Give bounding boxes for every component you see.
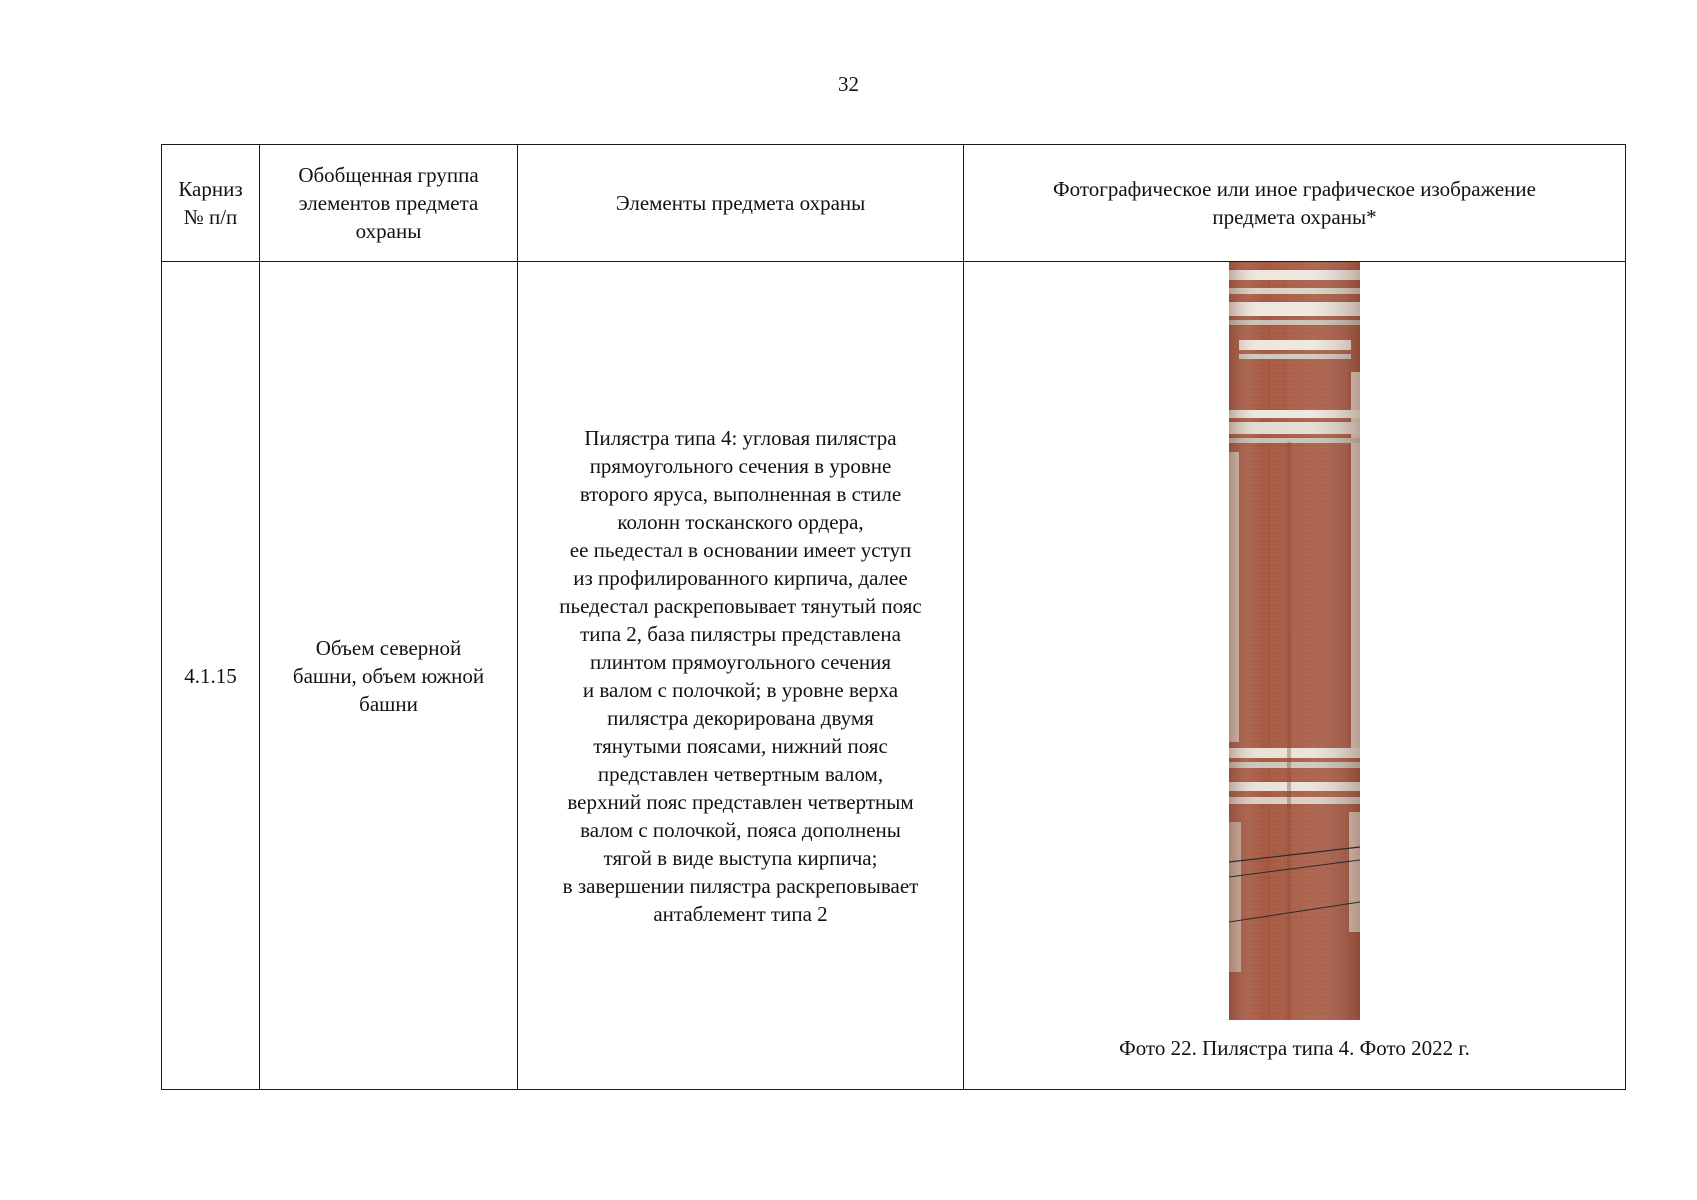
page-number: 32 [838, 72, 859, 96]
header-group: Обобщенная группа элементов предмета охраны [260, 145, 518, 262]
header-photo: Фотографическое или иное графическое изображение предмета охраны* [964, 145, 1626, 262]
pilaster-photo-drawing [1229, 262, 1360, 1020]
header-number: Карниз № п/п [162, 145, 260, 262]
table-header-row [162, 145, 1626, 262]
row-photo-cell [964, 262, 1626, 1090]
brick-pilaster-photo [1229, 262, 1360, 1020]
heritage-table [161, 144, 1626, 1090]
header-elements: Элементы предмета охраны [518, 145, 964, 262]
row-number: 4.1.15 [162, 262, 260, 1090]
row-elements: Пилястра типа 4: угловая пилястра прямоугольного сечения в уровне второго яруса, выполненная в стиле колонн тосканского ордера, ее пьедестал в основании имеет уступ из профилированного кирпича, далее пьедестал раскреповывает тянутый пояс типа 2, база пилястры представлена плинтом прямоугольного сечения и валом с полочкой; в уровне верха пилястра декорирована двумя тянутыми поясами, нижний пояс представлен четвертным валом, верхний пояс представлен четвертным валом с полочкой, пояса дополнены тягой в виде выступа кирпича; в завершении пилястра раскреповывает антаблемент типа 2 [518, 262, 964, 1090]
row-group: Объем северной башни, объем южной башни [260, 262, 518, 1090]
table-row [162, 262, 1626, 1090]
photo-caption: Фото 22. Пилястра типа 4. Фото 2022 г. [1119, 1036, 1470, 1060]
